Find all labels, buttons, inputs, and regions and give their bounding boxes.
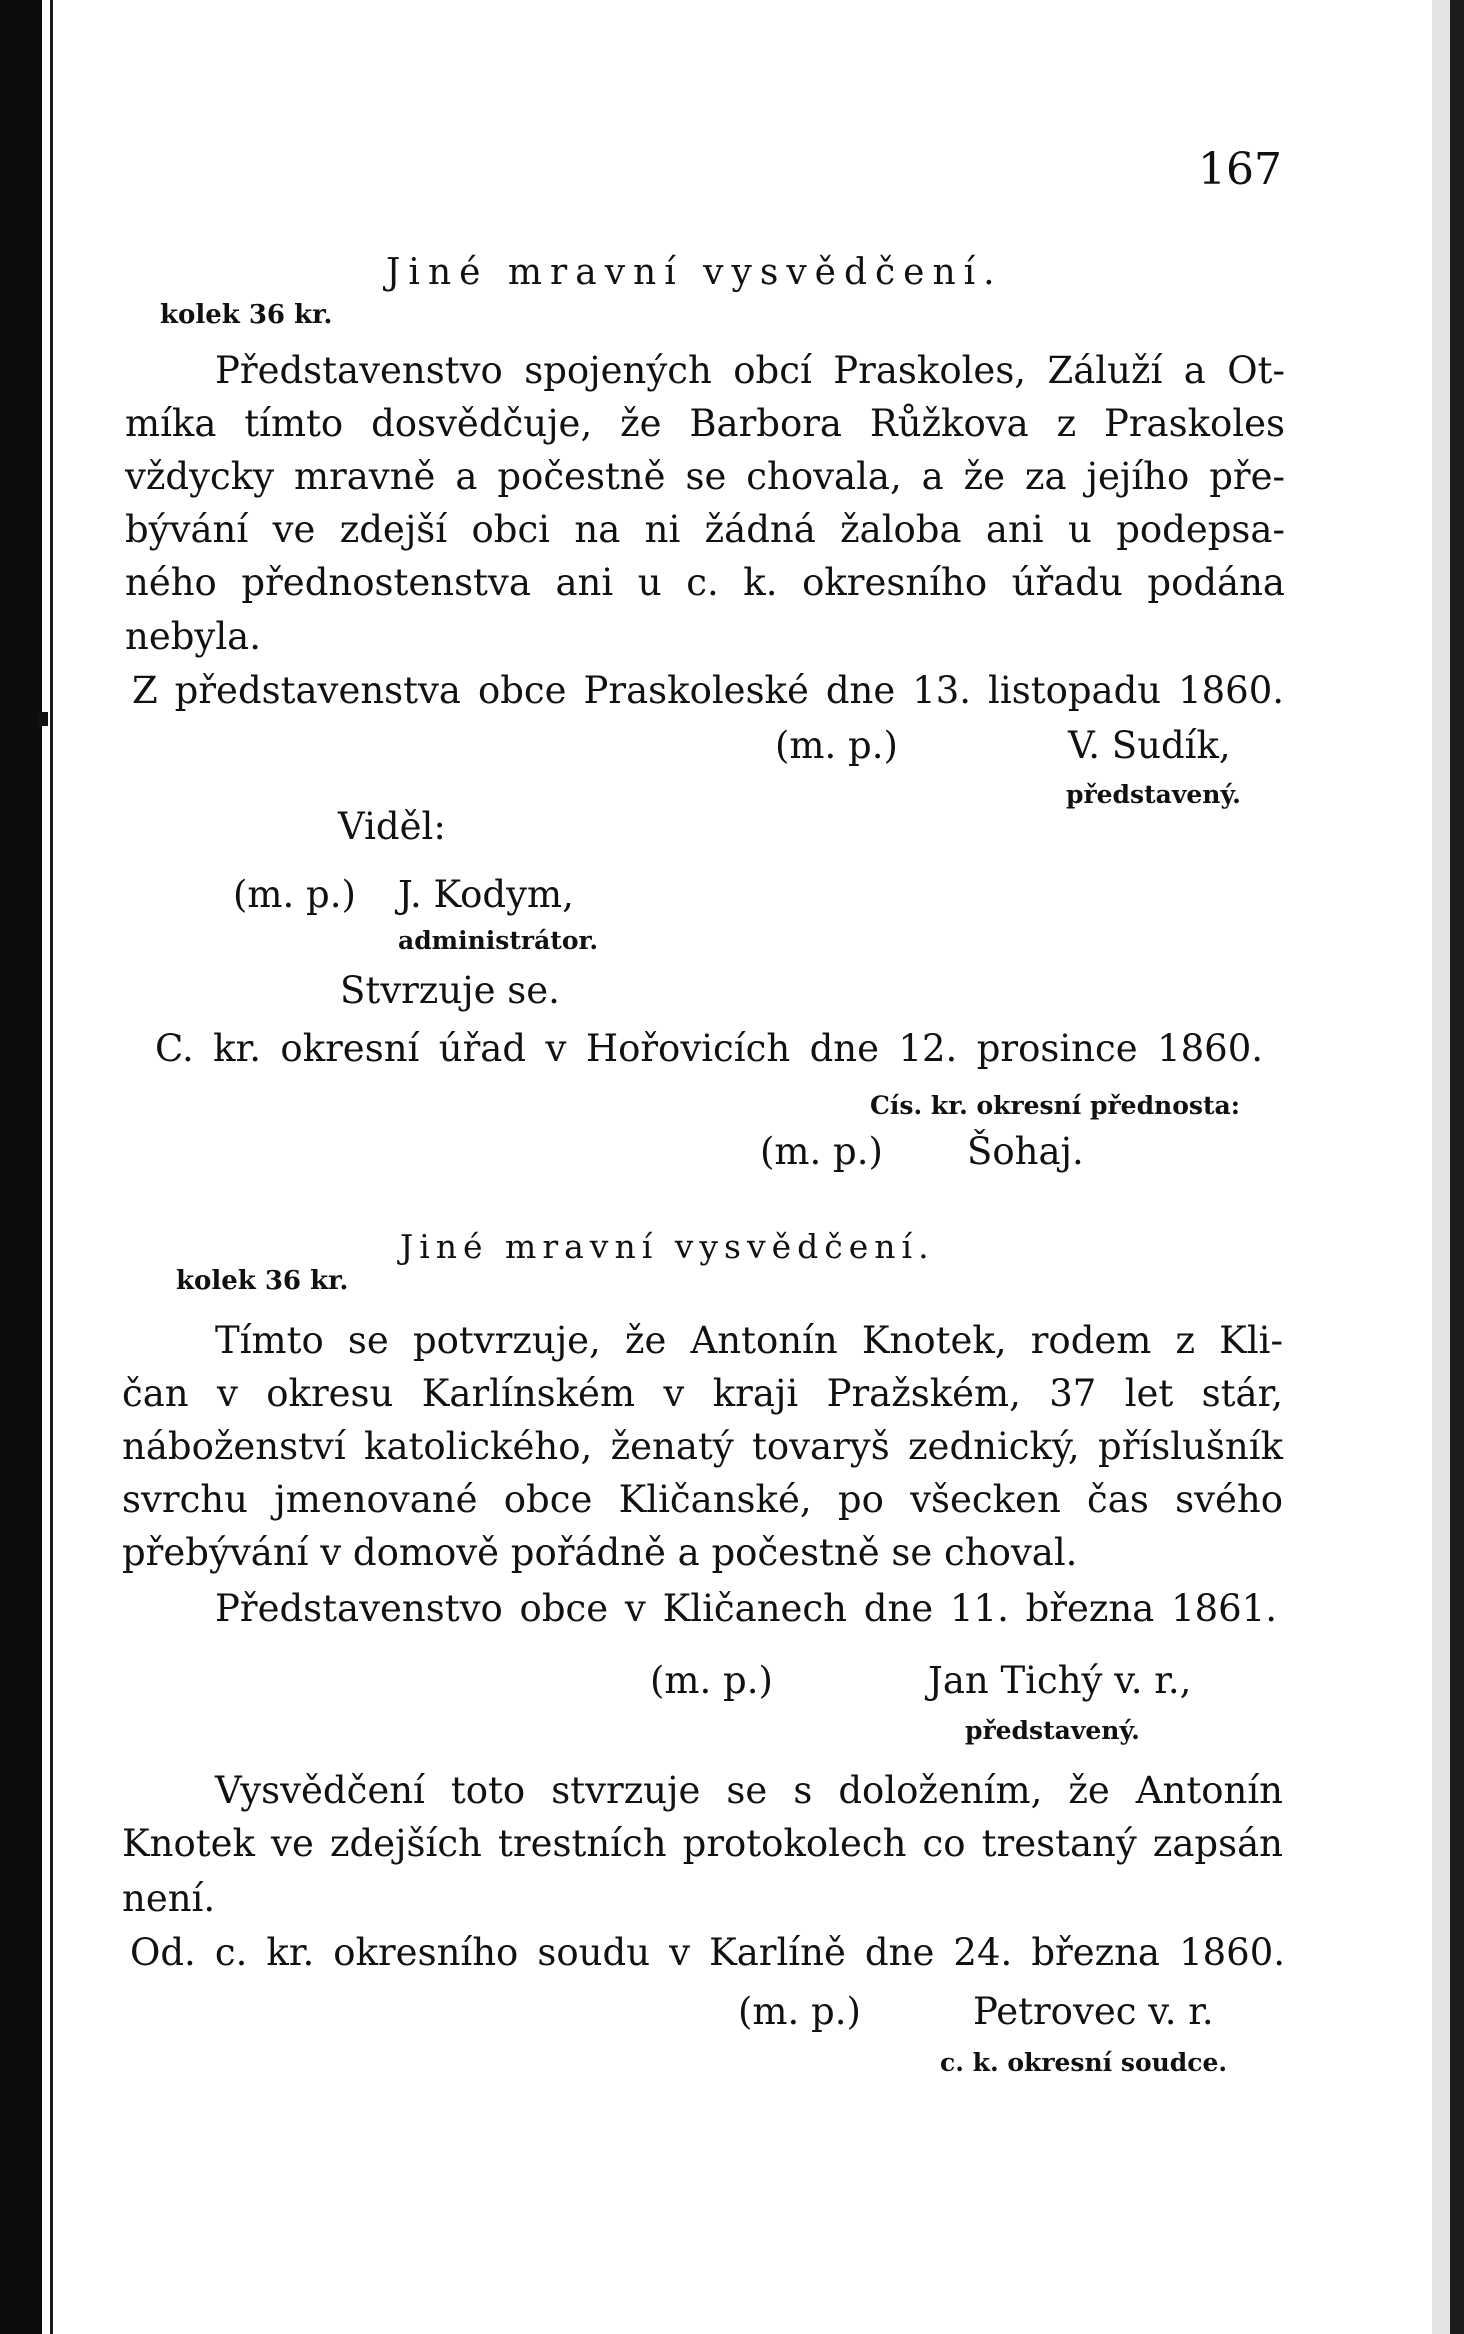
section1-seal-3: (m. p.) bbox=[760, 1130, 883, 1173]
section1-line-1: Představenstvo spojených obcí Praskoles, Záluží a Ot- bbox=[215, 349, 1285, 392]
section1-signature-3: Šohaj. bbox=[967, 1130, 1084, 1173]
scan-border-rule bbox=[50, 0, 53, 2334]
section1-office-role: Cís. kr. okresní přednosta: bbox=[870, 1091, 1240, 1120]
section2-court-date: Od. c. kr. okresního soudu v Karlíně dne 24. března 1860. bbox=[130, 1931, 1285, 1974]
section1-seal-1: (m. p.) bbox=[775, 724, 898, 767]
section1-confirm: Stvrzuje se. bbox=[340, 969, 560, 1012]
margin-mark bbox=[38, 712, 48, 726]
section1-role-2: administrátor. bbox=[398, 926, 599, 955]
section1-date-line: Z představenstva obce Praskoleské dne 13. listopadu 1860. bbox=[132, 669, 1284, 712]
section1-seal-2: (m. p.) bbox=[233, 873, 356, 916]
section2-line-1: Tímto se potvrzuje, že Antonín Knotek, rodem z Kli- bbox=[215, 1319, 1283, 1362]
section2-date-line: Představenstvo obce v Kličanech dne 11. března 1861. bbox=[215, 1587, 1277, 1630]
section1-heading: Jiné mravní vysvědčení. bbox=[386, 252, 1003, 293]
section2-line-5: přebývání v domově pořádně a počestně se choval. bbox=[122, 1531, 1078, 1574]
section2-line-2: čan v okresu Karlínském v kraji Pražském, 37 let stár, bbox=[122, 1372, 1283, 1415]
section1-office-line: C. kr. okresní úřad v Hořovicích dne 12. prosince 1860. bbox=[155, 1027, 1263, 1070]
section1-seen: Viděl: bbox=[338, 805, 446, 848]
scan-border-right bbox=[1450, 0, 1464, 2334]
section2-seal-2: (m. p.) bbox=[738, 1990, 861, 2033]
section1-line-3: vždycky mravně a počestně se chovala, a že za jejího pře- bbox=[125, 455, 1285, 498]
section1-line-5: ného přednostenstva ani u c. k. okresního úřadu podána bbox=[125, 561, 1285, 604]
section1-role-1: představený. bbox=[1066, 780, 1241, 809]
section2-role-1: představený. bbox=[965, 1716, 1140, 1745]
section2-stamp: kolek 36 kr. bbox=[176, 1266, 349, 1296]
section2-seal-1: (m. p.) bbox=[650, 1659, 773, 1702]
section2-signature-1: Jan Tichý v. r., bbox=[928, 1659, 1192, 1702]
section2-line-3: náboženství katolického, ženatý tovaryš zednický, příslušník bbox=[122, 1425, 1283, 1468]
section2-signature-2: Petrovec v. r. bbox=[973, 1990, 1214, 2033]
section2-court-line-1: Vysvědčení toto stvrzuje se s doložením, že Antonín bbox=[215, 1769, 1283, 1812]
section1-signature-1: V. Sudík, bbox=[1068, 724, 1231, 767]
page-number: 167 bbox=[1198, 144, 1282, 195]
section1-stamp: kolek 36 kr. bbox=[160, 300, 333, 330]
section2-line-4: svrchu jmenované obce Kličanské, po všecken čas svého bbox=[122, 1478, 1283, 1521]
scan-border-right-shade bbox=[1432, 0, 1450, 2334]
section1-line-2: míka tímto dosvědčuje, že Barbora Růžkova z Praskoles bbox=[125, 402, 1285, 445]
section2-heading: Jiné mravní vysvědčení. bbox=[400, 1227, 935, 1266]
section2-role-2: c. k. okresní soudce. bbox=[940, 2048, 1228, 2077]
section1-line-4: bývání ve zdejší obci na ni žádná žaloba ani u podepsa- bbox=[125, 508, 1285, 551]
section2-court-line-2: Knotek ve zdejších trestních protokolech co trestaný zapsán bbox=[122, 1822, 1283, 1865]
section2-court-line-3: není. bbox=[122, 1877, 216, 1920]
section1-signature-2: J. Kodym, bbox=[398, 873, 574, 916]
section1-line-6: nebyla. bbox=[125, 615, 261, 658]
scan-border-left bbox=[0, 0, 42, 2334]
